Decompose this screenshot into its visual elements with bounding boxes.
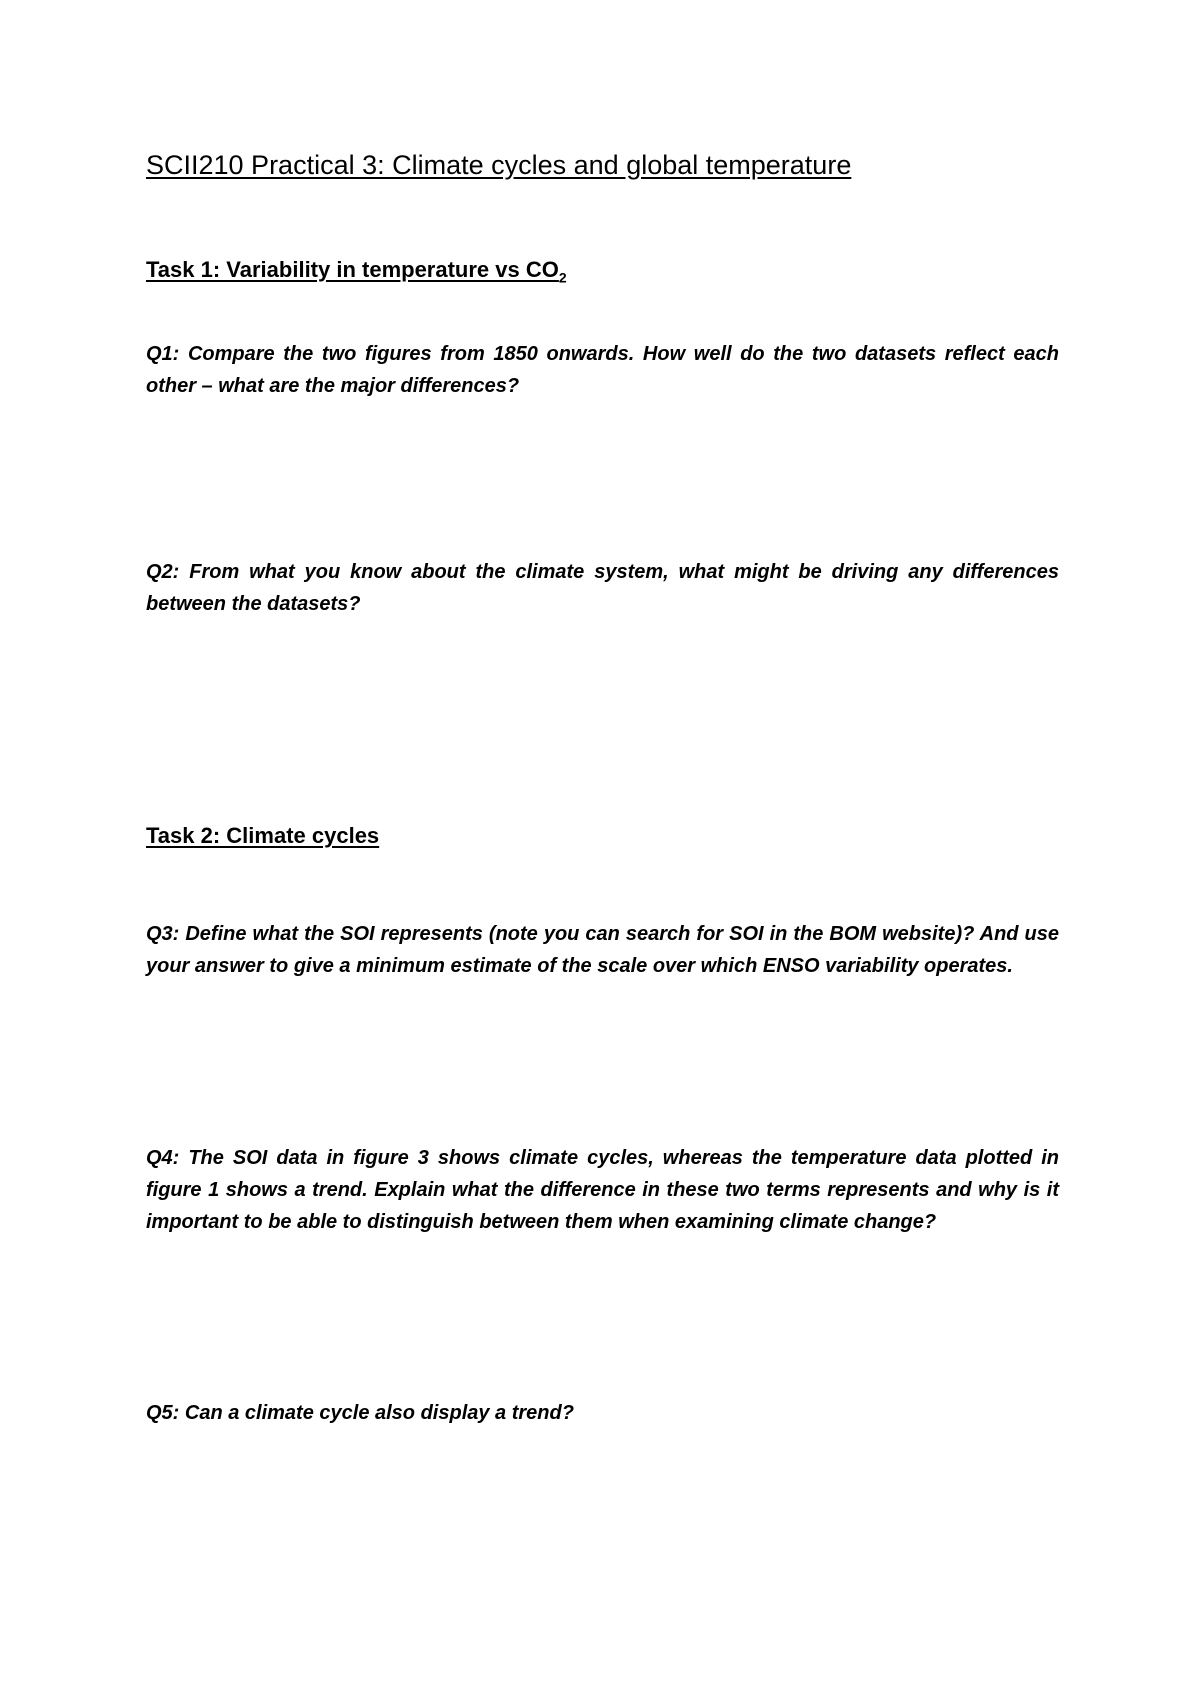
task-1-heading	[146, 257, 567, 285]
question-1: Q1: Compare the two figures from 1850 onwards. How well do the two datasets reflect each other – what are the major differences?	[146, 343, 1059, 397]
task-1-heading-text: Task 1: Variability in temperature vs CO	[146, 257, 559, 282]
question-5: Q5: Can a climate cycle also display a trend?	[146, 1402, 574, 1424]
question-2: Q2: From what you know about the climate system, what might be driving any differences between the datasets?	[146, 561, 1059, 615]
task-2-heading: Task 2: Climate cycles	[146, 823, 380, 848]
question-4: Q4: The SOI data in figure 3 shows climate cycles, whereas the temperature data plotted in figure 1 shows a trend. Explain what the difference in these two terms represents and why is it important to be able to distinguish between them when examining climate change?	[146, 1147, 1059, 1233]
task-1-heading-subscript: 2	[558, 269, 567, 286]
page-title: SCII210 Practical 3: Climate cycles and global temperature	[146, 150, 852, 180]
question-3: Q3: Define what the SOI represents (note you can search for SOI in the BOM website)? And use your answer to give a minimum estimate of the scale over which ENSO variability operates.	[146, 923, 1059, 977]
